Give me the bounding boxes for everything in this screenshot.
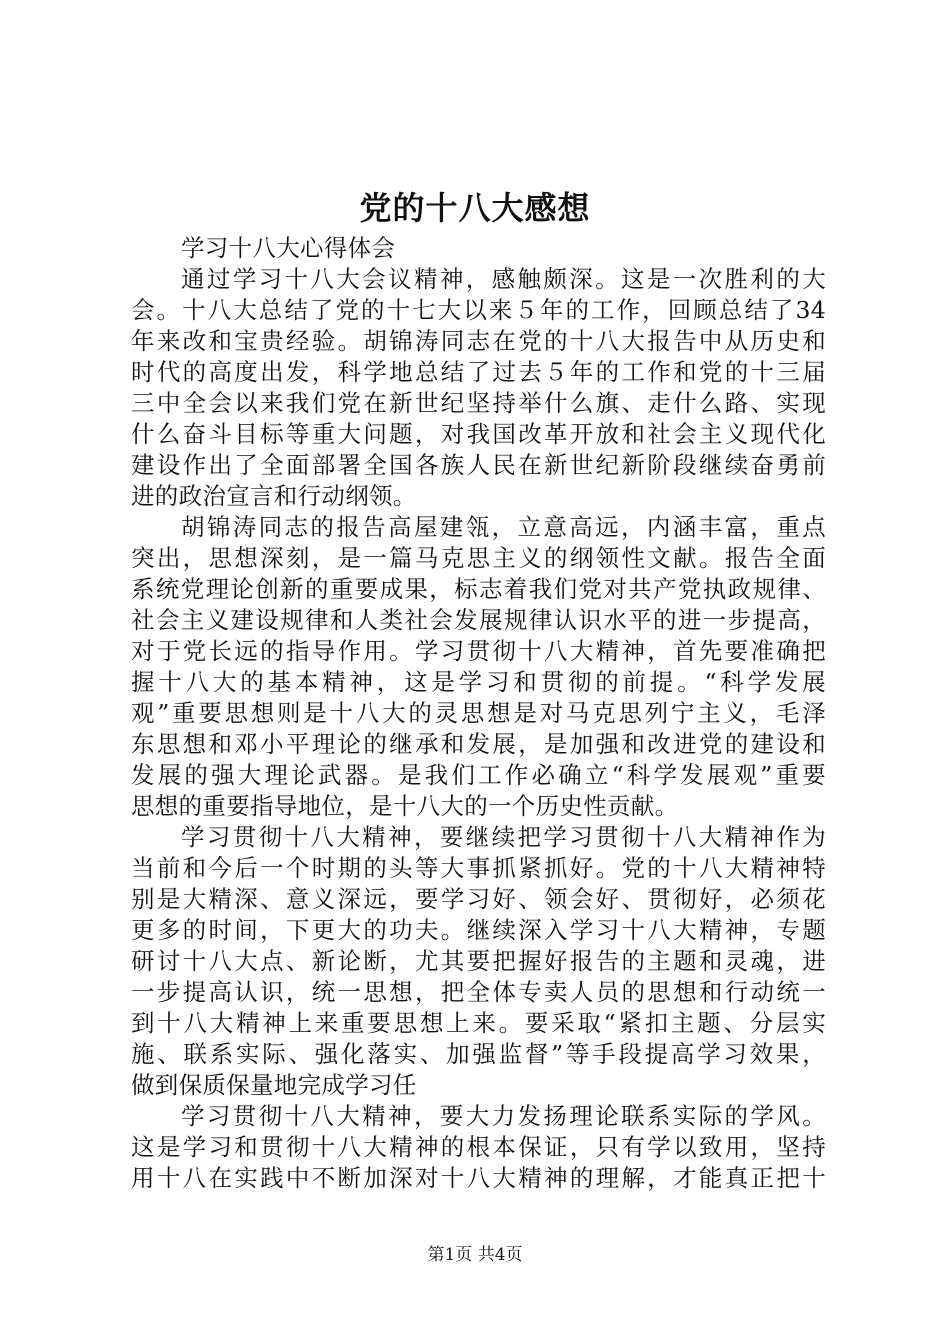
paragraph-line: 到十八大精神上来重要思想上来。要采取“紧扣主题、分层实 — [131, 1009, 826, 1037]
paragraph-line: 时代的高度出发，科学地总结了过去５年的工作和党的十三届 — [131, 358, 826, 386]
paragraph-line: 学习贯彻十八大精神，要继续把学习贯彻十八大精神作为 — [181, 823, 826, 851]
paragraph-line: 别是大精深、意义深远，要学习好、领会好、贯彻好，必须花 — [131, 885, 826, 913]
paragraph-line: 一步提高认识，统一思想，把全体专卖人员的思想和行动统一 — [131, 978, 826, 1006]
paragraph-line: 东思想和邓小平理论的继承和发展，是加强和改进党的建设和 — [131, 730, 826, 758]
paragraph-line: 什么奋斗目标等重大问题，对我国改革开放和社会主义现代化 — [131, 420, 826, 448]
paragraph-line: 胡锦涛同志的报告高屋建瓴，立意高远，内涵丰富，重点 — [181, 513, 826, 541]
paragraph-line: 当前和今后一个时期的头等大事抓紧抓好。党的十八大精神特 — [131, 854, 826, 882]
document-body — [131, 233, 826, 1194]
paragraph-line: 握十八大的基本精神，这是学习和贯彻的前提。“科学发展 — [131, 668, 826, 696]
page-number-footer: 第1页 共4页 — [427, 1245, 523, 1265]
paragraph-line: 对于党长远的指导作用。学习贯彻十八大精神，首先要准确把 — [131, 637, 826, 665]
paragraph-line: 会。十八大总结了党的十七大以来５年的工作，回顾总结了34 — [131, 296, 826, 324]
paragraph-line: 更多的时间，下更大的功夫。继续深入学习十八大精神，专题 — [131, 916, 826, 944]
paragraph-line: 三中全会以来我们党在新世纪坚持举什么旗、走什么路、实现 — [131, 389, 826, 417]
document-subtitle: 学习十八大心得体会 — [181, 234, 396, 262]
paragraph-line: 年来改和宝贵经验。胡锦涛同志在党的十八大报告中从历史和 — [131, 327, 826, 355]
paragraph-line: 突出，思想深刻，是一篇马克思主义的纲领性文献。报告全面 — [131, 544, 826, 572]
paragraph-line: 学习贯彻十八大精神，要大力发扬理论联系实际的学风。 — [181, 1102, 826, 1130]
document-title: 党的十八大感想 — [359, 189, 591, 227]
paragraph-line: 进的政治宣言和行动纲领。 — [131, 482, 417, 510]
paragraph-line: 通过学习十八大会议精神，感触颇深。这是一次胜利的大 — [181, 265, 826, 293]
paragraph-line: 社会主义建设规律和人类社会发展规律认识水平的进一步提高， — [131, 606, 826, 634]
paragraph-line: 系统党理论创新的重要成果，标志着我们党对共产党执政规律、 — [131, 575, 826, 603]
paragraph-line: 做到保质保量地完成学习任 — [131, 1071, 417, 1099]
paragraph-line: 这是学习和贯彻十八大精神的根本保证，只有学以致用，坚持 — [131, 1133, 826, 1161]
paragraph-line: 建设作出了全面部署全国各族人民在新世纪新阶段继续奋勇前 — [131, 451, 826, 479]
paragraph-line: 思想的重要指导地位，是十八大的一个历史性贡献。 — [131, 792, 679, 820]
paragraph-line: 研讨十八大点、新论断，尤其要把握好报告的主题和灵魂，进 — [131, 947, 826, 975]
paragraph-line: 发展的强大理论武器。是我们工作必确立“科学发展观”重要 — [131, 761, 826, 789]
paragraph-line: 施、联系实际、强化落实、加强监督”等手段提高学习效果， — [131, 1040, 826, 1068]
paragraph-line: 观”重要思想则是十八大的灵思想是对马克思列宁主义，毛泽 — [131, 699, 826, 727]
paragraph-line: 用十八在实践中不断加深对十八大精神的理解，才能真正把十 — [131, 1164, 826, 1192]
